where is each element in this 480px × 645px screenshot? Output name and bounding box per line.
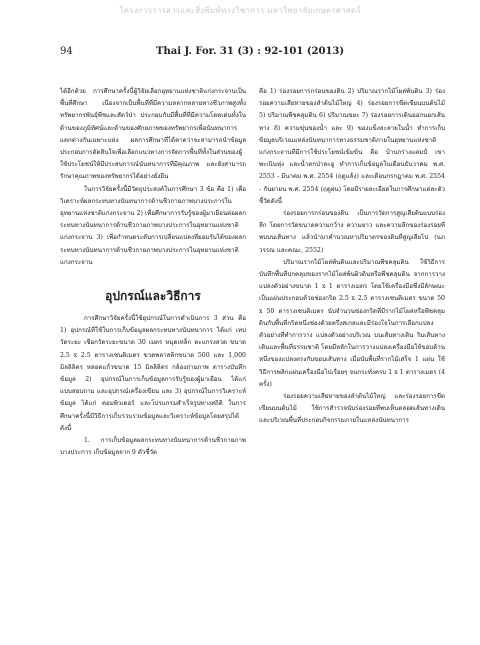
right-column	[259, 86, 445, 428]
indicators-paragraph: คือ 1) ร่องรอยการกร่อนของดิน 2) ปริมาณรากไม้โผล่พ้นดิน 3) ร่องรอยความเสียหายของลำต้นไม้ใหญ่ 4) ร่องรอยการขีดเขียนบนต้นไม้ 5) ปริมาณพืชคลุมดิน 6) ปริมาณขยะ 7) ร่องรอยการเดินออกนอกเส้นทาง 8) ความขุ่นของน้ำ และ 9) ของแข็งละลายในน้ำ ทำการเก็บข้อมูลบริเวณแหล่งนันทนาการทางธรรมชาติภายในอุทยานแห่งชาติแก่งกระจานที่มีการใช้ประโยชน์เข้มข้น คือ บ้านกร่างแคมป์ เขาพะเนินทุ่ง และน้ำตกป่าละอู ทำการเก็บข้อมูลในเดือนธันวาคม พ.ศ. 2553 - มีนาคม พ.ศ. 2554 (ฤดูแล้ง) และเดือนกรกฎาคม พ.ศ. 2554 - กันยายน พ.ศ. 2554 (ฤดูฝน) โดยมีรายละเอียดในการศึกษาแต่ละตัวชี้วัดดังนี้	[259, 88, 445, 205]
methods-paragraph: การศึกษาวิจัยครั้งนี้ใช้อุปกรณ์ในการดำเนินการ 3 ส่วน คือ 1) อุปกรณ์ที่ใช้ในการเก็บข้อมูลผลกระทบทางนันทนาการ ได้แก่ เทปวัดระยะ เชือกวัดระยะขนาด 30 เมตร หมุดเหล็ก ตะแกรงลวด ขนาด 2.5 x 2.5 ตารางเซนติเมตร ขวดพลาสติกขนาด 500 และ 1,000 มิลลิลิตร หลอดแก้วขนาด 15 มิลลิลิตร กล้องถ่ายภาพ ตารางบันทึกข้อมูล 2) อุปกรณ์ในการเก็บข้อมูลการรับรู้ของผู้มาเยือน ได้แก่ แบบสอบถาม และอุปกรณ์เครื่องเขียน และ 3) อุปกรณ์ในการวิเคราะห์ข้อมูล ได้แก่ คอมพิวเตอร์ และโปรแกรมสำเร็จรูปทางสถิติ ในการศึกษาครั้งนี้มีวิธีการเก็บรวบรวมข้อมูลและวิเคราะห์ข้อมูลโดยสรุปได้ดังนี้	[60, 315, 246, 432]
method-step-1-paragraph: 1. การเก็บข้อมูลผลกระทบทางนันทนาการด้านชีวกายภาพบางประการ เก็บข้อมูลจาก 9 ตัวชี้วัด	[60, 437, 246, 457]
page-number: 94	[60, 46, 73, 57]
section-heading-materials-methods: อุปกรณ์และวิธีการ	[105, 289, 201, 304]
tree-damage-paragraph: ร่องรอยความเสียหายของลำต้นไม้ใหญ่ และร่องรอยการขีดเขียนบนต้นไม้ ใช้การสำรวจนับร่องรอยที่พบเห็นตลอดเส้นทางเดิน และบริเวณพื้นที่ประกอบกิจกรรมภายในแหล่งนันทนาการ	[259, 393, 445, 425]
intro-paragraph: ได้อีกด้วย การศึกษาครั้งนี้ผู้วิจัยเลือกอุทยานแห่งชาติแก่งกระจานเป็นพื้นที่ศึกษา เนื่องจากเป็นพื้นที่ที่มีความหลากหลายทางชีวภาพสูงทั้งทรัพยากรพันธุ์พืชและสัตว์ป่า ประกอบกับมีพื้นที่ที่มีความโดดเด่นทั้งในด้านของภูมิทัศน์และด้านของศักยภาพของทรัพยากรเพื่อนันทนาการแตกต่างกันเฉพาะแห่ง ผลการศึกษาที่ได้คาดว่าจะสามารถนำข้อมูลประกอบการตัดสินใจเพื่อเลือกแนวทางการจัดการพื้นที่ทั้งในส่วนของผู้ใช้ประโยชน์ให้มีประสบการณ์นันทนาการที่มีคุณภาพ และยังสามารถรักษาคุณภาพของทรัพยากรได้อย่างยั่งยืน	[60, 88, 246, 181]
watermark-text: โครงการวารสารและสิ่งพิมพ์ทางวิชาการ มหาวิทยาลัยเกษตรศาสตร์	[119, 6, 361, 15]
exposed-roots-paragraph: ปริมาณรากไม้โผล่พ้นดินและปริมาณพืชคลุมดิน ใช้วิธีการบันทึกพื้นที่ปกคลุมของรากไม้โผล่พ้นผิวดินหรือพืชคลุมดิน จากการวางแปลงตัวอย่างขนาด 1 x 1 ตารางเมตร โดยใช้เครื่องมือซึ่งมีลักษณะเป็นแผ่นประกอบด้วยช่องกริด 2.5 x 2.5 ตารางเซนติเมตร ขนาด 50 x 50 ตารางเซนติเมตร นับจำนวนช่องกริดที่มีรากไม้โผล่หรือพืชคลุมดินกับพื้นที่กริดหนึ่งช่องด้วยครึ่งสเกลและมีร่องใจในการเลือกแปลงตัวอย่างที่ทำการวาง แปลงตัวอย่างบริเวณ บนเส้นทางเดิน ริมเส้นทางเดินและพื้นที่ธรรมชาติ โดยมีหลักในการวางแปลงเครื่องมือให้ขอบด้านหนึ่งของแปลงตรงกับขอบเส้นทาง เมื่อนับพื้นที่รากไม้เสร็จ 1 แผ่น ใช้วิธีการพลิกแผ่นเครื่องมือไปเรื่อยๆ จนกระทั่งครบ 1 x 1 ตารางเมตร (4 ครั้ง)	[259, 258, 445, 388]
objectives-paragraph: ในการวิจัยครั้งนี้มีวัตถุประสงค์ในการศึกษา 3 ข้อ คือ 1) เพื่อวิเคราะห์ผลกระทบทางนันทนาการด้านชีวกายภาพบางประการในอุทยานแห่งชาติแก่งกระจาน 2) เพื่อศึกษาการรับรู้ของผู้มาเยือนต่อผลกระทบทางนันทนาการด้านชีวกายภาพบางประการในอุทยานแห่งชาติแก่งกระจาน 3) เพื่อกำหนดระดับการเปลี่ยนแปลงที่ยอมรับได้ของผลกระทบทางนันทนาการด้านชีวกายภาพบางประการในอุทยานแห่งชาติแก่งกระจาน	[60, 185, 246, 266]
page-header	[60, 46, 444, 60]
soil-erosion-paragraph: ร่องรอยการกร่อนของดิน เป็นการวัดการสูญเสียดินแบบร่องลึก โดยการวัดขนาดความกว้าง ความยาว และความลึกของร่องรอยที่พบบนเส้นทาง แล้วนำมาคำนวณหาปริมาตรของดินที่สูญเสียไป (นภวรรณ และคณะ, 2552)	[259, 210, 445, 254]
left-column	[60, 86, 246, 459]
journal-reference: Thai J. For. 31 (3) : 92-101 (2013)	[156, 46, 345, 57]
